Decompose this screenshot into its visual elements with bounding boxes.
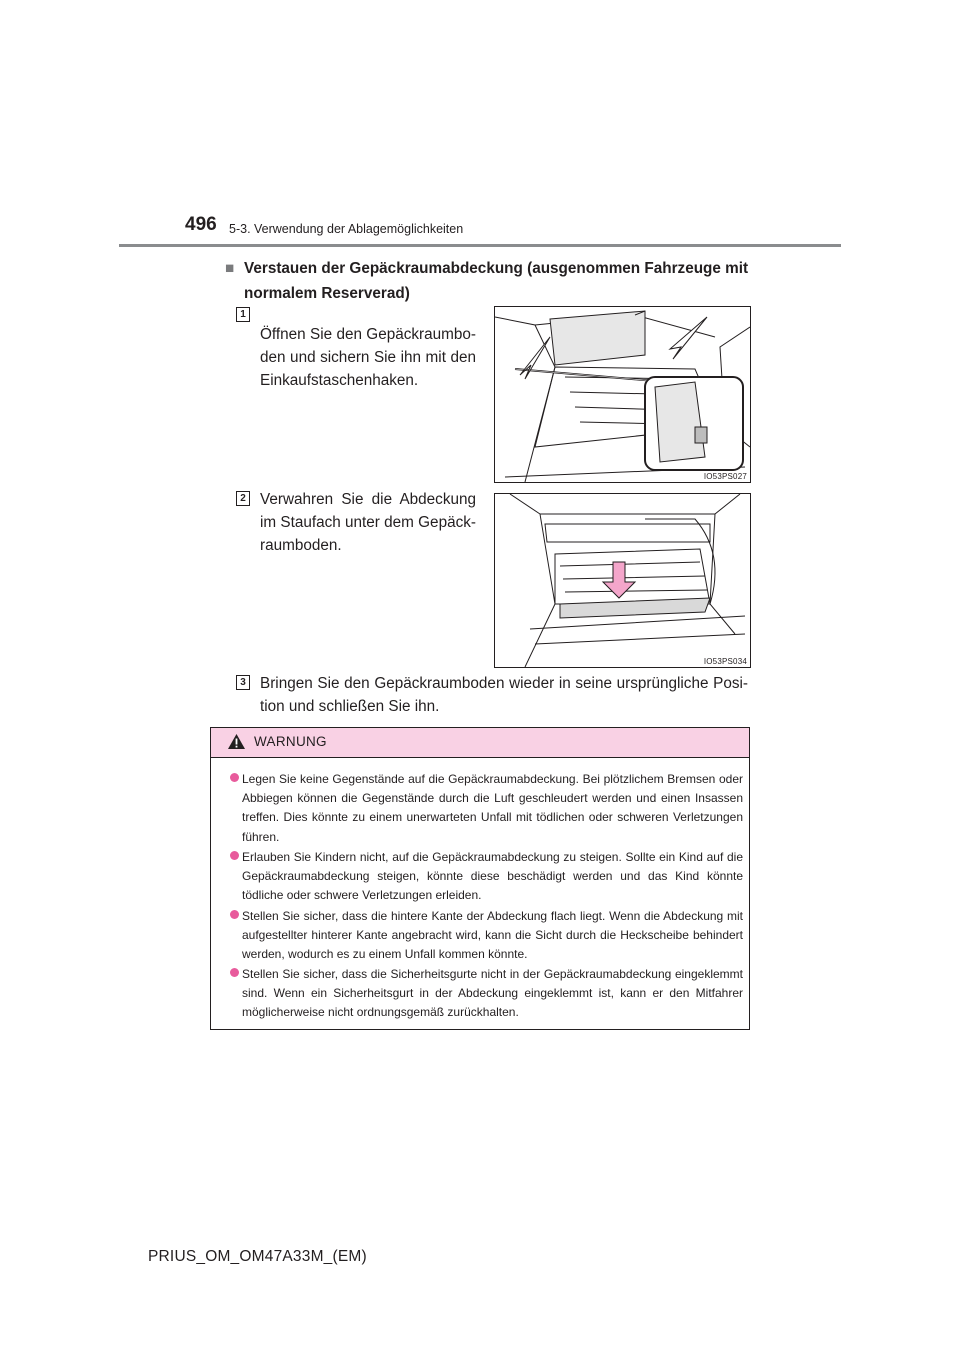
- warning-item-text: Stellen Sie sicher, dass die hintere Kante der Abdeckung flach liegt. Wenn die Abdeckung mit aufgestellter hinterer Kante angebracht wird, kann die Sicht durch die Heckscheibe behindert werden, wodurch es zu einem Unfall kommen könnte.: [242, 909, 743, 962]
- figure-code: IO53PS034: [703, 657, 747, 666]
- footer-doc-id: PRIUS_OM_OM47A33M_(EM): [148, 1248, 367, 1265]
- step-2-text: Verwahren Sie die Abdeckung im Staufach unter dem Gepäckraumboden.: [260, 491, 476, 554]
- step-2-number: 2: [236, 491, 250, 506]
- warning-item-text: Erlauben Sie Kindern nicht, auf die Gepäckraumabdeckung zu steigen. Sollte ein Kind auf die Gepäckraumabdeckung steigen, könnte diese beschädigt werden und das Kind könnte tödliche oder schwere Verletzungen erleiden.: [242, 850, 743, 903]
- warning-item-text: Legen Sie keine Gegenstände auf die Gepäckraumabdeckung. Bei plötzlichem Bremsen oder Abbiegen können die Gegenstände durch die Luft geschleudert werden und einen Insassen treffen. Dies könnte zu einem unerwarteten Unfall mit tödlichen oder schweren Verletzungen führen.: [242, 772, 743, 844]
- step-1-number: 1: [236, 307, 250, 322]
- warning-item: [230, 965, 743, 1023]
- warning-item: [230, 907, 743, 965]
- figure-store-cover: [494, 493, 751, 668]
- step-3-number: 3: [236, 675, 250, 690]
- figure-code: IO53PS027: [703, 472, 747, 481]
- figure-open-trunk-floor: [494, 306, 751, 483]
- step-3-text: Bringen Sie den Gepäckraumboden wieder in seine ursprüngliche Position und schließen Sie ihn.: [260, 675, 748, 715]
- header-rule: [119, 244, 841, 247]
- trunk-hook-illustration: [495, 307, 750, 482]
- warning-item: [230, 848, 743, 906]
- bullet-icon: [230, 968, 239, 977]
- warning-box: [210, 727, 750, 1030]
- warning-label: WARNUNG: [254, 734, 327, 749]
- warning-header: [211, 728, 749, 758]
- trunk-storage-illustration: [495, 494, 750, 667]
- square-bullet-icon: ■: [225, 260, 235, 277]
- step-1-text: Öffnen Sie den Gepäckraumboden und sichern Sie ihn mit den Einkaufstaschenhaken.: [260, 326, 476, 389]
- section-title: 5-3. Verwendung der Ablagemöglichkeiten: [229, 222, 464, 236]
- page-number: 496: [185, 214, 217, 235]
- warning-item-text: Stellen Sie sicher, dass die Sicherheitsgurte nicht in der Gepäckraumabdeckung eingeklemmt sind. Wenn ein Sicherheitsgurt in der Abdeckung eingeklemmt ist, kann er den Mitfahrer möglicherweise nicht ordnungsgemäß zurückhalten.: [242, 967, 743, 1020]
- warning-item: [230, 770, 743, 847]
- bullet-icon: [230, 851, 239, 860]
- warning-triangle-icon: [227, 733, 246, 750]
- bullet-icon: [230, 910, 239, 919]
- bullet-icon: [230, 773, 239, 782]
- section-heading: [225, 256, 755, 306]
- section-heading-text: Verstauen der Gepäckraumabdeckung (ausgenommen Fahrzeuge mit normalem Reserverad): [244, 260, 749, 302]
